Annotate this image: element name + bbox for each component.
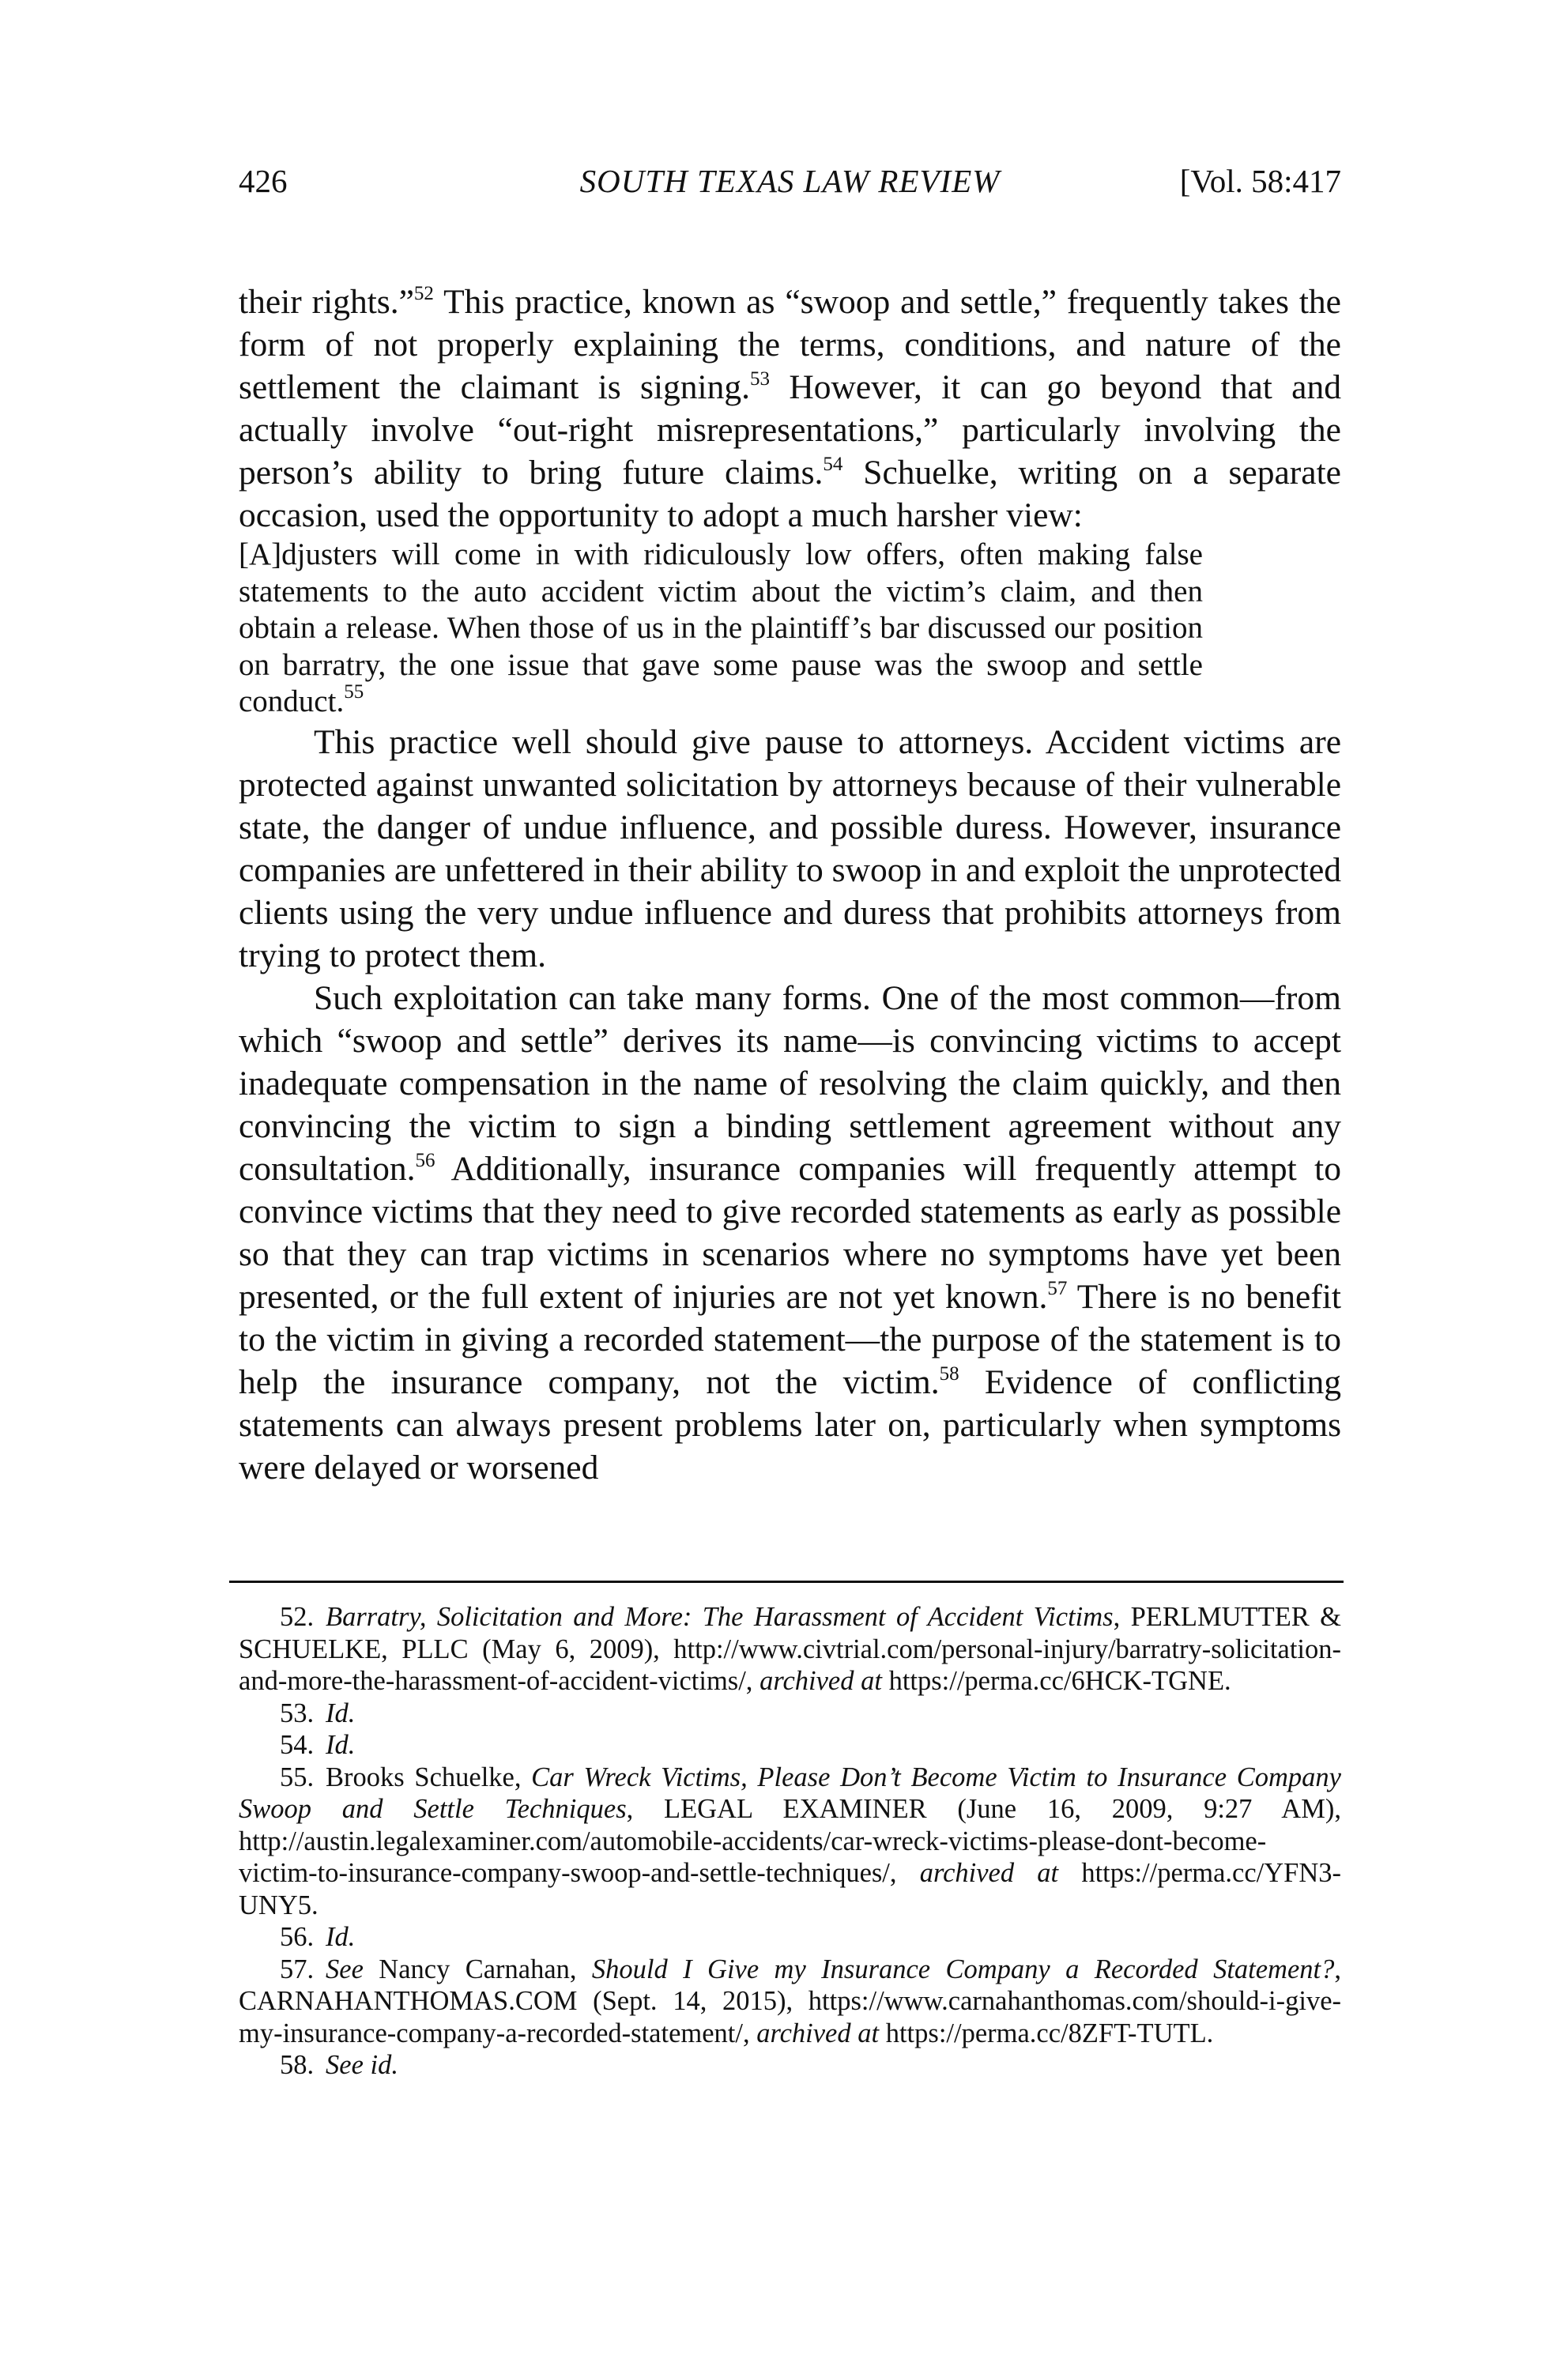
body-text [239, 281, 1341, 1489]
footnote-56: 56. Id. [280, 1922, 356, 1952]
footnotes [239, 1601, 1341, 2082]
paragraph-1: their rights.”$^{52}$ This practice, known as “swoop and settle,” frequently takes the form of not properly explaining the terms, conditions, and nature of the settlement the claimant is signing.$^{53}$ However, it can go beyond that and actually involve “out-right misrepresentations,” particularly involving the person’s ability to bring future claims.$^{54}$ Schuelke, writing on a separate occasion, used the opportunity to adopt a much harsher view: [239, 283, 1341, 534]
volume-citation: [Vol. 58:417 [1179, 163, 1341, 199]
footnote-ref-53[interactable]: 53 [750, 368, 770, 390]
footnote-ref-57[interactable]: 57 [1047, 1277, 1068, 1299]
journal-title: SOUTH TEXAS LAW REVIEW [579, 163, 1001, 199]
running-header [239, 162, 1341, 209]
footnote-ref-58[interactable]: 58 [939, 1362, 959, 1385]
footnote-52: 52. Barratry, Solicitation and More: The Harassment of Accident Victims, PERLMUTTER & SCHUELKE, PLLC (May 6, 2009), http://www.civtrial.com/personal-injury/barratry-solicitation-and-more-the-harassment-of-accident-victims/, archived at https://perma.cc/6HCK-TGNE. [239, 1602, 1341, 1696]
block-quote: [A]djusters will come in with ridiculously low offers, often making false statements to the auto accident victim about the victim’s claim, and then obtain a release. When those of us in the plaintiff’s bar discussed our position on barratry, the one issue that gave some pause was the swoop and settle conduct.$^{55}$ [239, 537, 1203, 718]
footnote-url[interactable]: (Sept. 14, 2015), https://www.carnahanthomas.com/should-i-give-my-insurance-company-a-recorded-statement/, [239, 1986, 1341, 2048]
footnote-57: 57. See Nancy Carnahan, Should I Give my Insurance Company a Recorded Statement?, CARNAHANTHOMAS.COM (Sept. 14, 2015), https://www.carnahanthomas.com/should-i-give-my-insurance-company-a-recorded-statement/, archived at https://perma.cc/8ZFT-TUTL. [239, 1954, 1341, 2048]
paragraph-3: Such exploitation can take many forms. One of the most common—from which “swoop and settle” derives its name—is convincing victims to accept inadequate compensation in the name of resolving the claim quickly, and then convincing the victim to sign a binding settlement agreement without any consultation.$^{56}$ Additionally, insurance companies will frequently attempt to convince victims that they need to give recorded statements as early as possible so that they can trap victims in scenarios where no symptoms have yet been presented, or the full extent of injuries are not yet known.$^{57}$ There is no benefit to the victim in giving a recorded statement—the purpose of the statement is to help the insurance company, not the victim.$^{58}$ Evidence of conflicting statements can always present problems later on, particularly when symptoms were delayed or worsened [239, 978, 1341, 1487]
page-number: 426 [239, 163, 288, 199]
footnote-url[interactable]: (June 16, 2009, 9:27 AM), http://austin.legalexaminer.com/automobile-accidents/car-wreck-victims-please-dont-become-victim-to-insurance-company-swoop-and-settle-techniques/, [239, 1794, 1341, 1888]
footnote-divider [229, 1581, 1344, 1583]
perma-link[interactable]: https://perma.cc/8ZFT-TUTL. [879, 2018, 1214, 2048]
footnote-url[interactable]: , PLLC (May 6, 2009), http://www.civtrial.com/personal-injury/barratry-solicitation-and-more-the-harassment-of-accident-victims/, [239, 1634, 1341, 1696]
footnote-53: 53. Id. [280, 1698, 356, 1728]
perma-link[interactable]: https://perma.cc/6HCK-TGNE. [881, 1666, 1231, 1696]
footnote-ref-55[interactable]: 55 [344, 681, 364, 703]
perma-link[interactable]: https://perma.cc/YFN3-UNY5. [239, 1858, 1341, 1920]
footnote-ref-52[interactable]: 52 [413, 283, 434, 304]
footnote-ref-54[interactable]: 54 [823, 454, 843, 475]
footnote-58: 58. See id. [280, 2050, 398, 2080]
footnote-55: 55. Brooks Schuelke, Car Wreck Victims, Please Don’t Become Victim to Insurance Company Swoop and Settle Techniques, LEGAL EXAMINER (June 16, 2009, 9:27 AM), http://austin.legalexaminer.com/automobile-accidents/car-wreck-victims-please-dont-become-victim-to-insurance-company-swoop-and-settle-techniques/, archived at https://perma.cc/YFN3-UNY5. [239, 1762, 1341, 1920]
footnote-ref-56[interactable]: 56 [415, 1149, 435, 1171]
footnote-54: 54. Id. [280, 1730, 356, 1760]
paragraph-2: This practice well should give pause to attorneys. Accident victims are protected against unwanted solicitation by attorneys because of their vulnerable state, the danger of undue influence, and possible duress. However, insurance companies are unfettered in their ability to swoop in and exploit the unprotected clients using the very undue influence and duress that prohibits attorneys from trying to protect them. [239, 722, 1341, 974]
